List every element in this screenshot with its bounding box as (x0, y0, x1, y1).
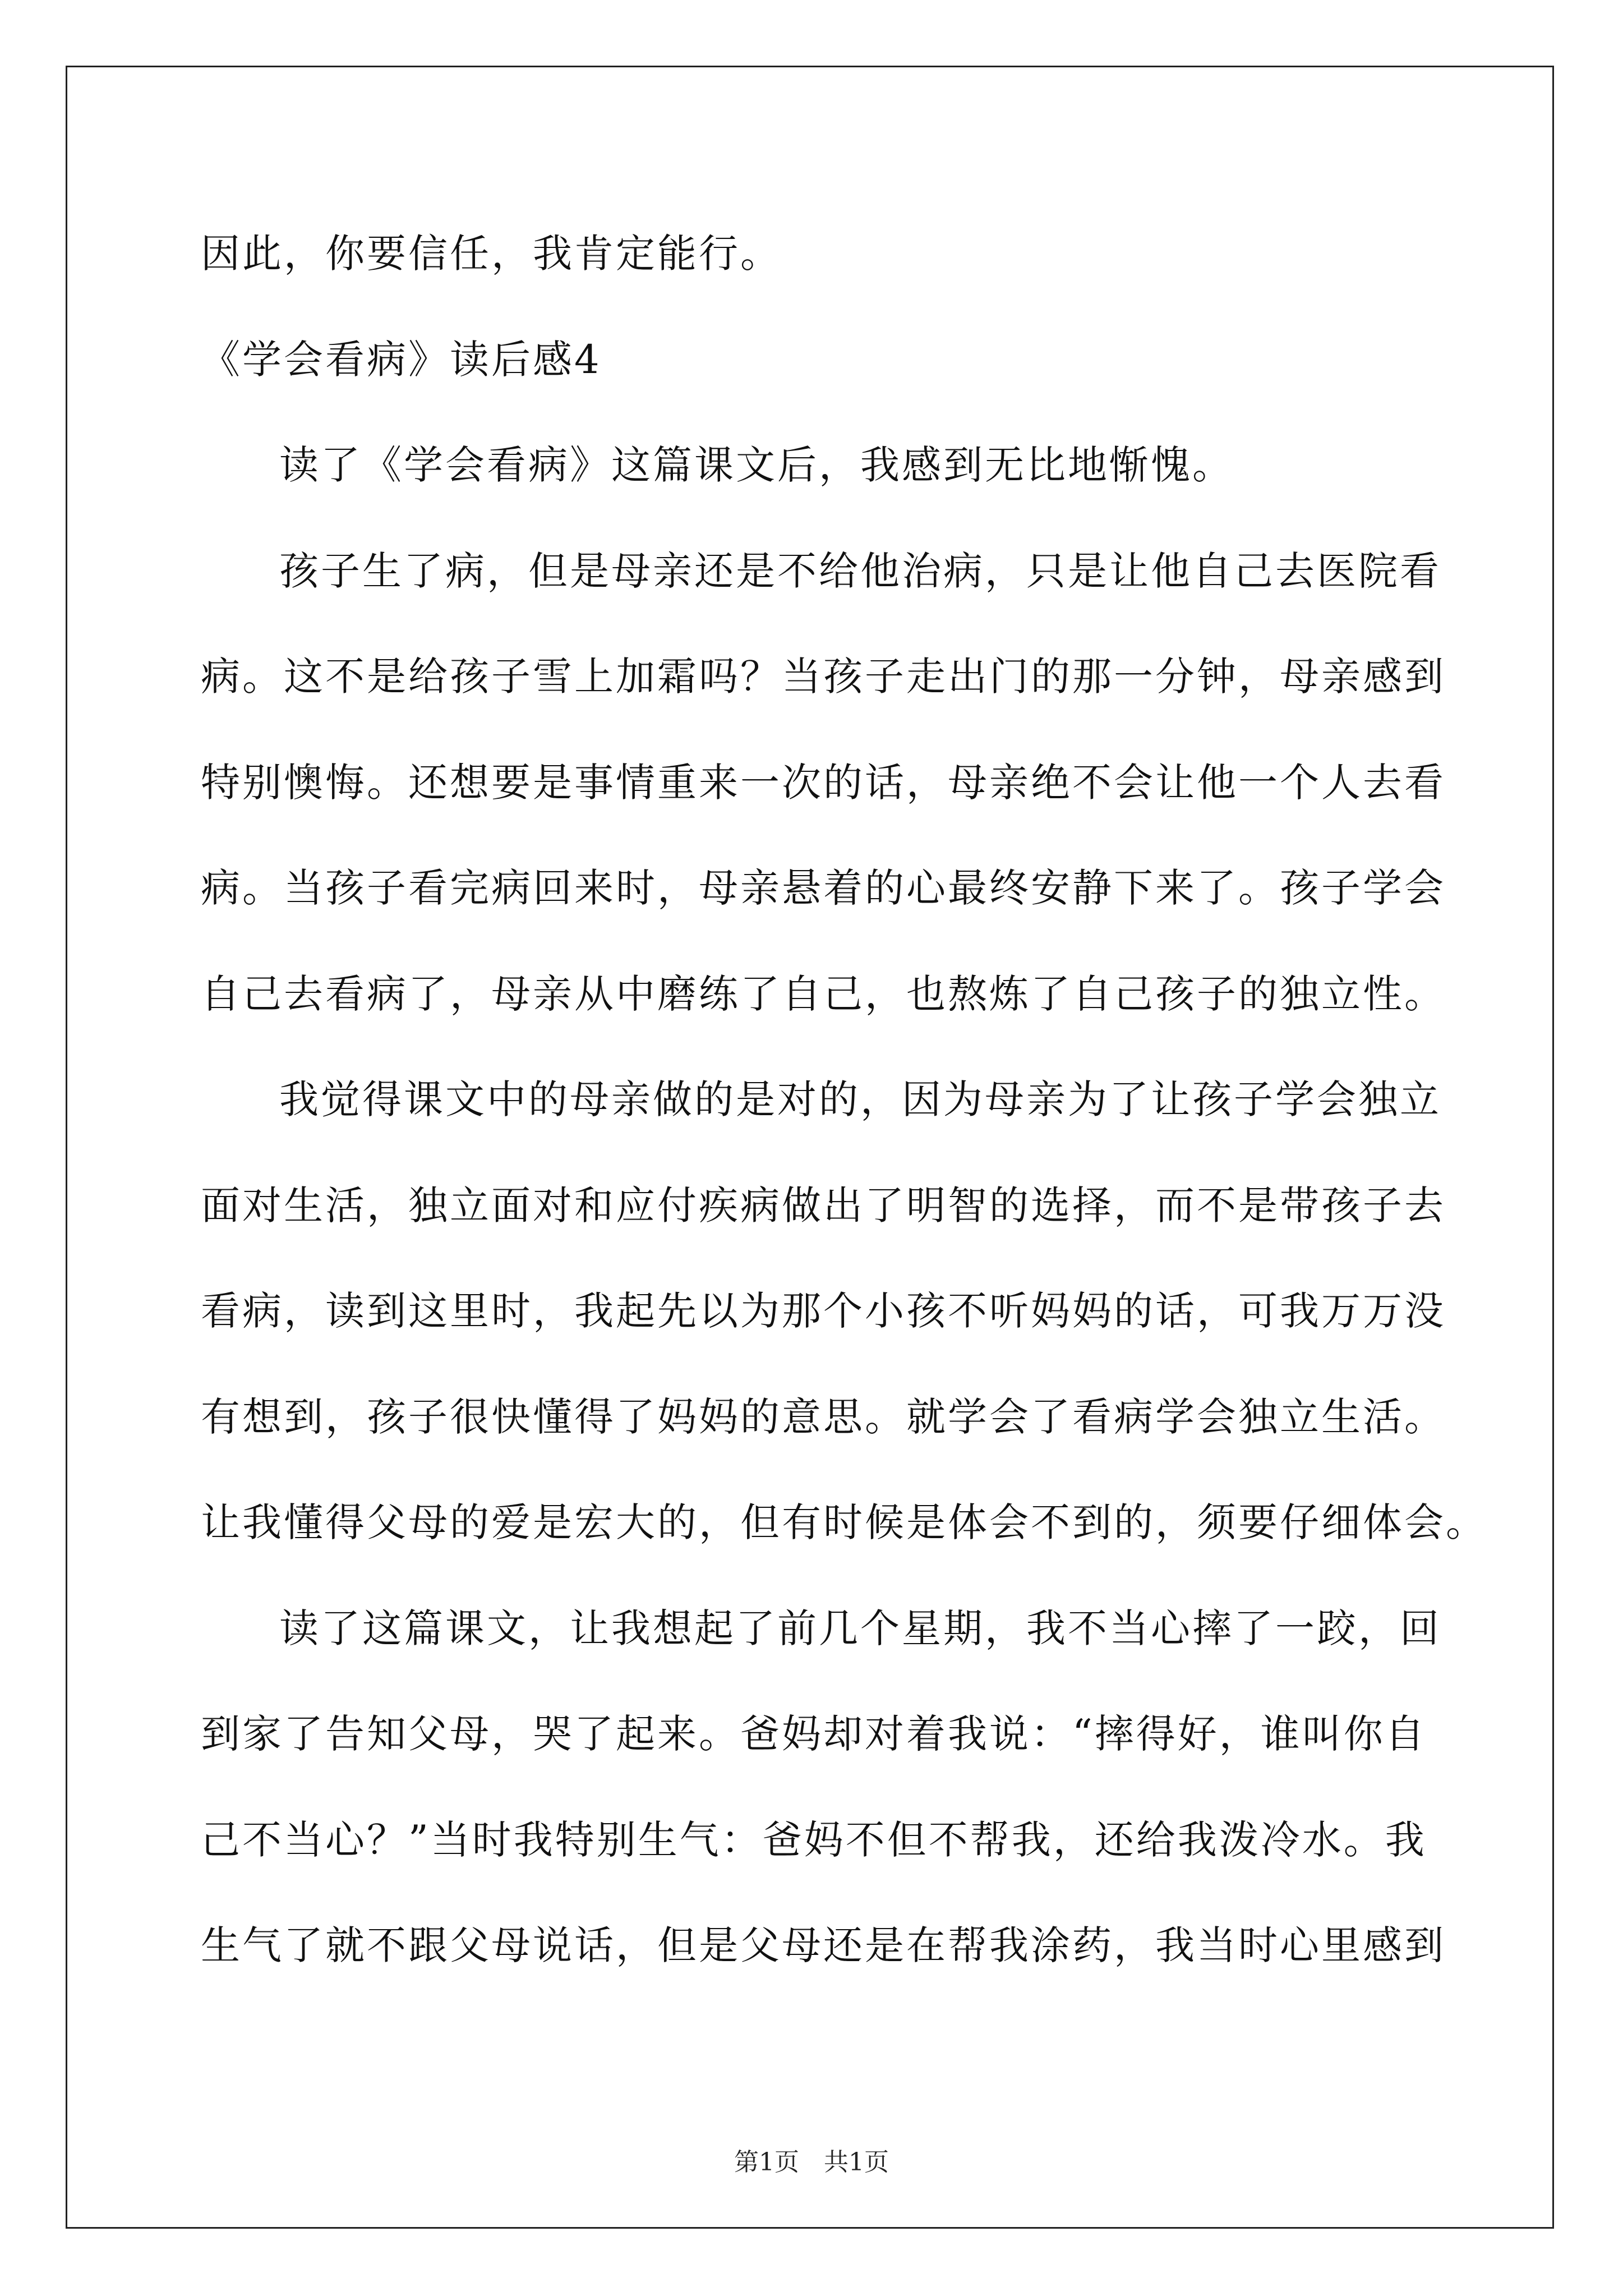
text-line: 生气了就不跟父母说话，但是父母还是在帮我涂药，我当时心里感到 (201, 1922, 1446, 1968)
section-heading: 《学会看病》读后感4 (201, 337, 602, 383)
paragraph-first-line: 孩子生了病，但是母亲还是不给他治病，只是让他自己去医院看 (279, 548, 1441, 594)
text-line: 病。当孩子看完病回来时，母亲悬着的心最终安静下来了。孩子学会 (201, 865, 1446, 911)
text-line: 自己去看病了，母亲从中磨练了自己，也熬炼了自己孩子的独立性。 (201, 971, 1446, 1017)
text-line: 看病，读到这里时，我起先以为那个小孩不听妈妈的话，可我万万没 (201, 1288, 1446, 1334)
text-line: 特别懊悔。还想要是事情重来一次的话，母亲绝不会让他一个人去看 (201, 760, 1446, 806)
page-footer: 第1页 共1页 (734, 2148, 889, 2177)
page-border (66, 66, 1554, 2229)
text-line: 己不当心？”当时我特别生气：爸妈不但不帮我，还给我泼冷水。我 (201, 1817, 1427, 1863)
text-line: 病。这不是给孩子雪上加霜吗？当孩子走出门的那一分钟，母亲感到 (201, 654, 1446, 700)
text-line: 到家了告知父母，哭了起来。爸妈却对着我说：“摔得好，谁叫你自 (201, 1711, 1427, 1757)
text-line: 有想到，孩子很快懂得了妈妈的意思。就学会了看病学会独立生活。 (201, 1394, 1446, 1440)
text-line: 因此，你要信任，我肯定能行。 (201, 231, 782, 277)
text-line: 面对生活，独立面对和应付疾病做出了明智的选择，而不是带孩子去 (201, 1182, 1446, 1228)
paragraph-first-line: 我觉得课文中的母亲做的是对的，因为母亲为了让孩子学会独立 (279, 1076, 1441, 1122)
text-line: 让我懂得父母的爱是宏大的，但有时候是体会不到的，须要仔细体会。 (201, 1499, 1487, 1545)
paragraph-first-line: 读了这篇课文，让我想起了前几个星期，我不当心摔了一跤，回 (279, 1605, 1441, 1651)
paragraph-first-line: 读了《学会看病》这篇课文后，我感到无比地惭愧。 (279, 442, 1234, 488)
